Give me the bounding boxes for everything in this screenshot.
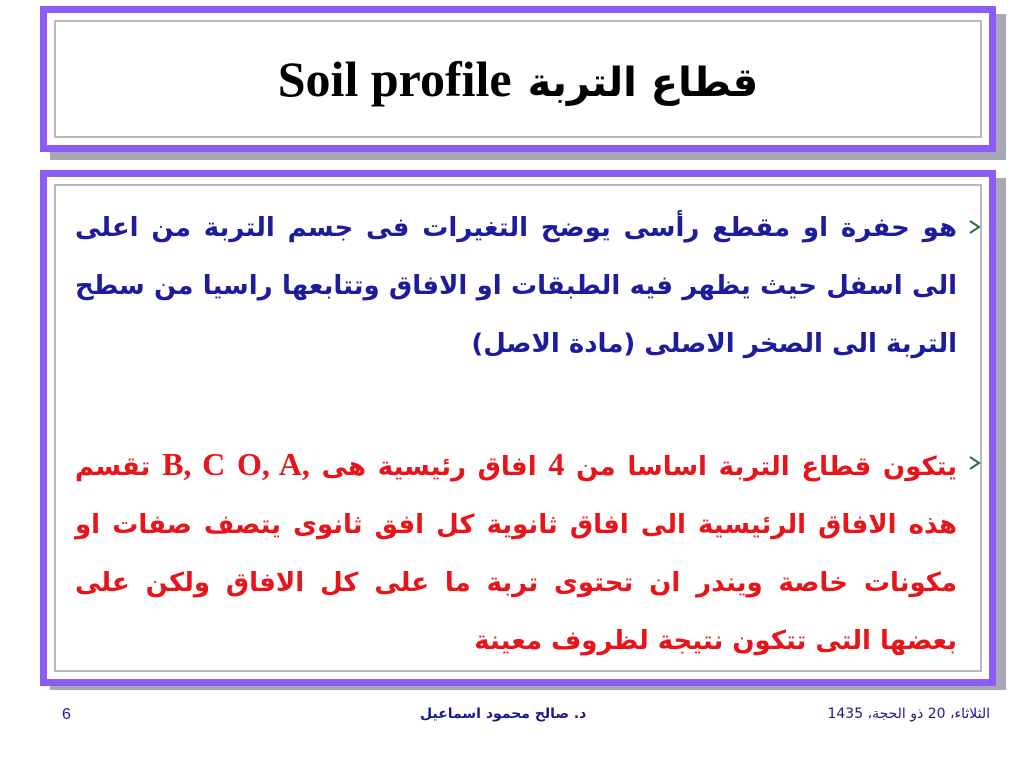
title-frame (40, 6, 996, 152)
slide-title-arabic: قطاع التربة (527, 60, 759, 106)
horizon-count: 4 (548, 446, 565, 482)
horizon-letters-2: B, C (162, 446, 226, 482)
footer-date: الثلاثاء، 20 ذو الحجة، 1435 (827, 706, 990, 722)
chevron-right-icon (967, 455, 983, 471)
horizon-letters-1: O, A, (236, 446, 310, 482)
content-frame (40, 170, 996, 686)
footer-author: د. صالح محمود اسماعيل (420, 706, 587, 722)
bullet-horizons-text-before: يتكون قطاع التربة اساسا من (564, 452, 958, 482)
slide-title-english: Soil profile (277, 51, 512, 107)
bullet-horizons-text-after: تقسم هذه الافاق الرئيسية الى افاق ثانوية كل افق ثانوى يتصف صفات او مكونات خاصة ويندر ان تحتوى تربة ما على كل الافاق ولكن على بعضها التى تتكون نتيجة لظروف معينة (75, 452, 957, 656)
chevron-right-icon (967, 219, 983, 235)
page-number: 6 (62, 706, 71, 723)
bullet-horizons (75, 435, 957, 670)
bullet-definition (75, 199, 957, 373)
bullet-horizons-text-middle: افاق رئيسية هى (309, 452, 549, 482)
slide-title (278, 50, 759, 108)
bullet-definition-text: هو حفرة او مقطع رأسى يوضح التغيرات فى جسم التربة من اعلى الى اسفل حيث يظهر فيه الطبقات او الافاق وتتابعها راسيا من سطح التربة الى الصخر الاصلى (مادة الاصل) (75, 213, 957, 359)
